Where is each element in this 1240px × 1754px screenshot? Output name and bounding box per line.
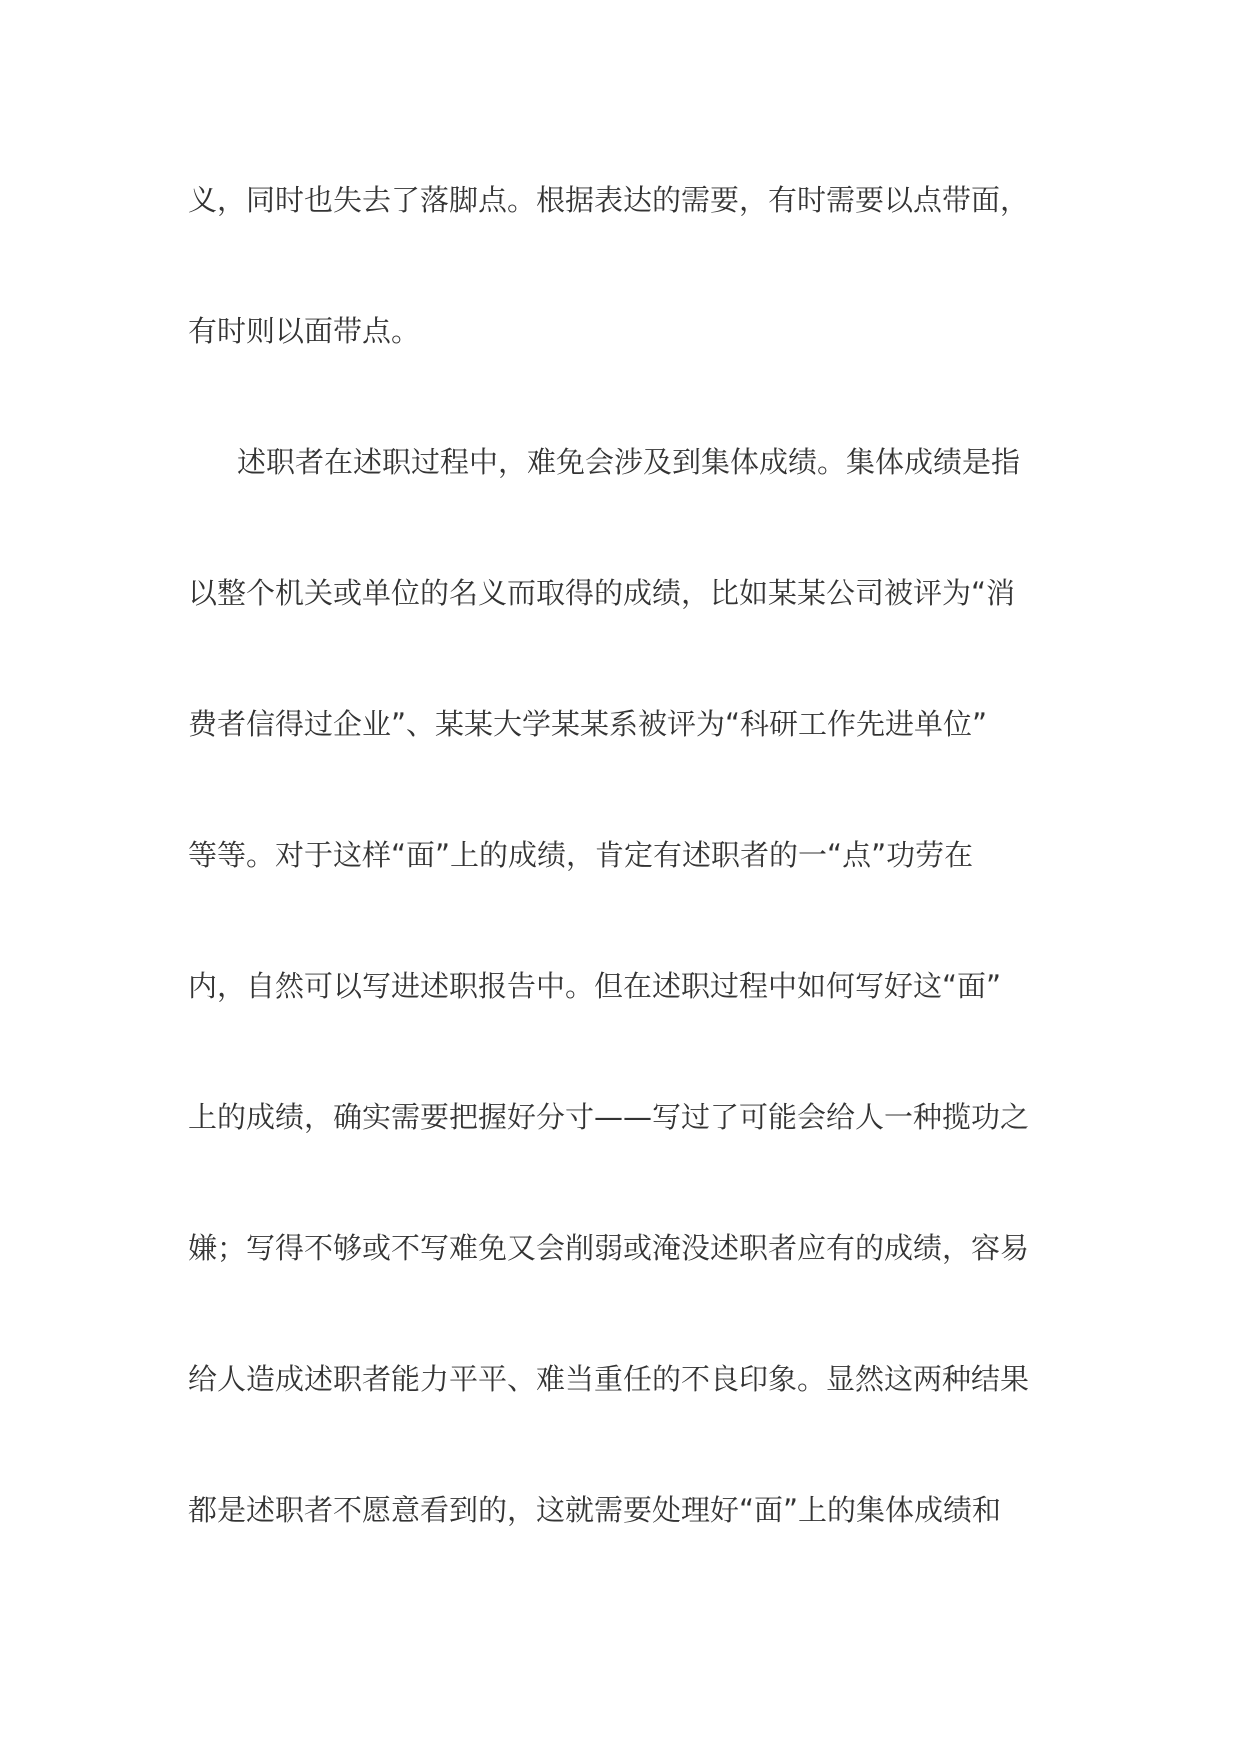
text-line: 内，自然可以写进述职报告中。但在述职过程中如何写好这“面” (188, 969, 1002, 1003)
text-line: 以整个机关或单位的名义而取得的成绩，比如某某公司被评为“消 (188, 576, 1016, 610)
text-line: 上的成绩，确实需要把握好分寸——写过了可能会给人一种揽功之 (188, 1100, 1030, 1134)
text-line: 嫌；写得不够或不写难免又会削弱或淹没述职者应有的成绩，容易 (188, 1231, 1030, 1265)
paragraph-first-line: 述职者在述职过程中，难免会涉及到集体成绩。集体成绩是指 (237, 445, 1021, 479)
text-line: 费者信得过企业”、某某大学某某系被评为“科研工作先进单位” (188, 707, 988, 741)
text-line: 都是述职者不愿意看到的，这就需要处理好“面”上的集体成绩和 (188, 1493, 1002, 1527)
text-line: 给人造成述职者能力平平、难当重任的不良印象。显然这两种结果 (188, 1362, 1030, 1396)
text-line: 等等。对于这样“面”上的成绩，肯定有述职者的一“点”功劳在 (188, 838, 974, 872)
text-line: 义，同时也失去了落脚点。根据表达的需要，有时需要以点带面， (188, 183, 1030, 217)
text-line: 有时则以面带点。 (188, 314, 421, 348)
